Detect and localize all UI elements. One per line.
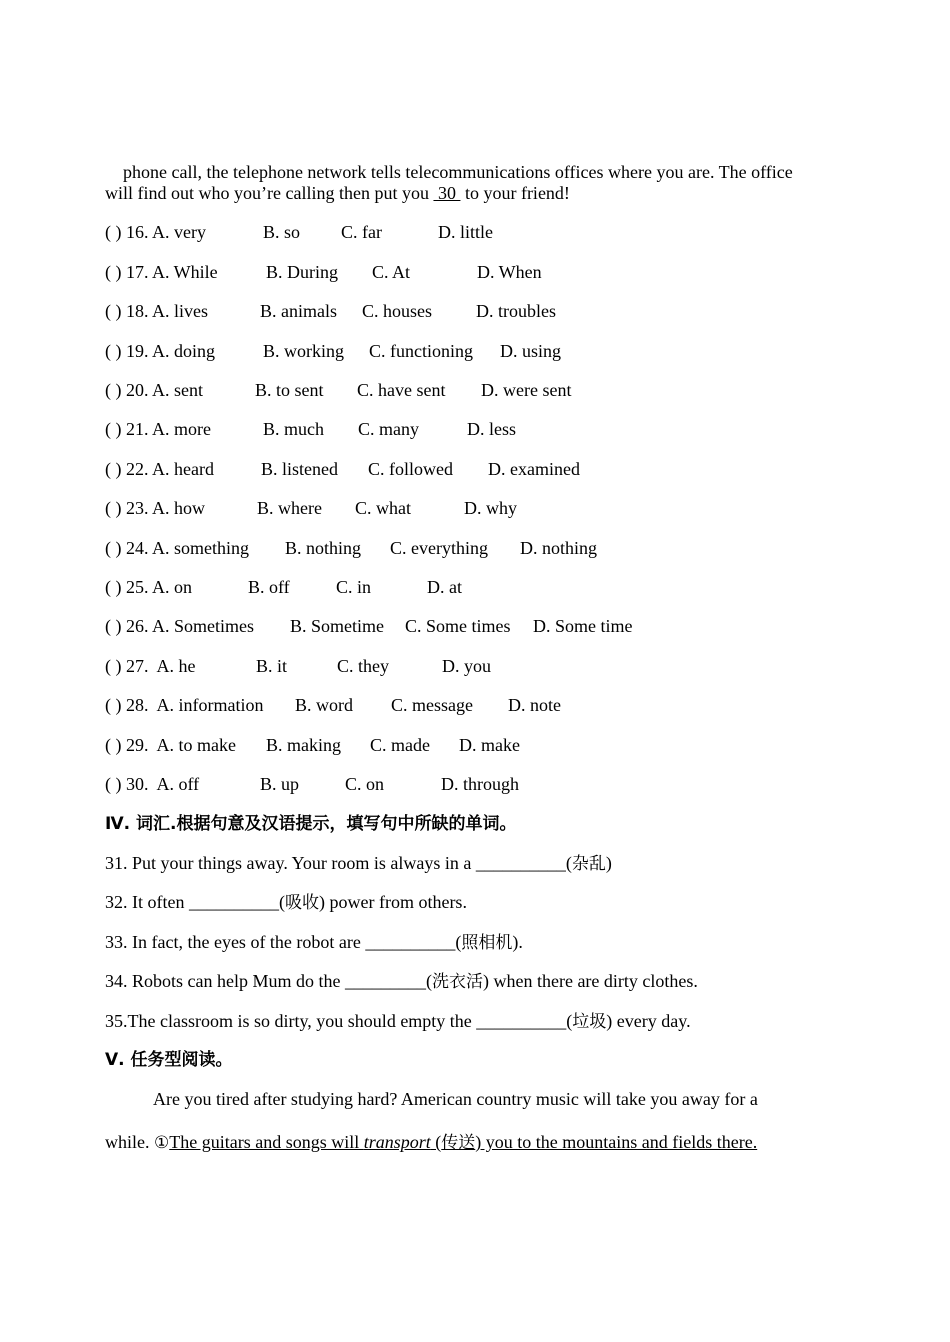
reading-text: ( (430, 1132, 442, 1152)
reading-para-line-2 (105, 1131, 757, 1154)
vocab-text: 33. In fact, the eyes of the robot are __________( (105, 932, 462, 952)
option-d: D. nothing (520, 538, 598, 558)
option-c: C. At (372, 262, 411, 282)
vocab-text: ). (512, 932, 523, 952)
question-number-option-a: ( ) 21. A. more (105, 419, 211, 439)
option-b: B. to sent (255, 380, 324, 400)
option-b: B. making (266, 735, 341, 755)
vocab-item-34 (105, 970, 698, 993)
section-4-heading: Ⅳ. 词汇.根据句意及汉语提示，填写句中所缺的单词。 (105, 814, 517, 834)
vocab-item-35 (105, 1010, 691, 1033)
question-number-option-a: ( ) 24. A. something (105, 538, 249, 558)
question-number-option-a: ( ) 18. A. lives (105, 301, 208, 321)
question-number-option-a: ( ) 20. A. sent (105, 380, 203, 400)
option-b: B. nothing (285, 538, 362, 558)
option-d: D. less (467, 419, 516, 439)
vocab-text: ) when there are dirty clothes. (482, 971, 698, 991)
option-d: D. troubles (476, 301, 556, 321)
option-c: C. made (370, 735, 430, 755)
vocab-item-32 (105, 891, 467, 914)
reading-text: ) you to the mountains and fields there. (475, 1132, 758, 1152)
circled-number-1: ① (154, 1133, 170, 1153)
option-b: B. working (263, 341, 344, 361)
vocab-text: ) every day. (606, 1011, 691, 1031)
vocab-text: ) (605, 853, 612, 873)
option-b: B. it (256, 656, 288, 676)
option-c: C. in (336, 577, 372, 597)
option-c: C. everything (390, 538, 488, 558)
option-c: C. houses (362, 301, 433, 321)
option-b: B. much (263, 419, 324, 439)
option-b: B. Sometime (290, 616, 384, 636)
option-b: B. so (263, 222, 301, 242)
question-number-option-a: ( ) 19. A. doing (105, 341, 215, 361)
option-d: D. examined (488, 459, 580, 479)
underlined-sentence-1 (169, 1132, 757, 1152)
option-b: B. animals (260, 301, 337, 321)
vocab-hint: 吸收 (284, 893, 319, 913)
question-number-option-a: ( ) 23. A. how (105, 498, 205, 518)
option-c: C. functioning (369, 341, 473, 361)
option-b: B. where (257, 498, 322, 518)
option-d: D. Some time (533, 616, 633, 636)
italic-word: transport (363, 1132, 431, 1152)
vocab-item-33 (105, 931, 523, 954)
question-number-option-a: ( ) 17. A. While (105, 262, 218, 282)
option-c: C. they (337, 656, 389, 676)
option-b: B. word (295, 695, 353, 715)
option-d: D. were sent (481, 380, 572, 400)
option-d: D. note (508, 695, 561, 715)
passage-text: to your friend! (460, 183, 570, 203)
option-c: C. on (345, 774, 385, 794)
passage-line-2 (105, 182, 570, 204)
vocab-hint: 杂乱 (571, 854, 606, 874)
section-5-heading: Ⅴ. 任务型阅读。 (105, 1050, 233, 1070)
vocab-item-31 (105, 852, 612, 875)
question-number-option-a: ( ) 26. A. Sometimes (105, 616, 254, 636)
passage-text: will find out who you’re calling then put you (105, 183, 429, 203)
option-b: B. During (266, 262, 338, 282)
vocab-hint: 洗衣活 (431, 972, 483, 992)
question-number-option-a: ( ) 30. A. off (105, 774, 200, 794)
option-b: B. up (260, 774, 300, 794)
question-number-option-a: ( ) 16. A. very (105, 222, 206, 242)
option-d: D. using (500, 341, 562, 361)
vocab-hint: 照相机 (461, 933, 513, 953)
question-number-option-a: ( ) 29. A. to make (105, 735, 236, 755)
option-d: D. through (441, 774, 519, 794)
option-b: B. listened (261, 459, 338, 479)
vocab-text: 31. Put your things away. Your room is always in a __________( (105, 853, 572, 873)
question-number-option-a: ( ) 27. A. he (105, 656, 196, 676)
question-number-option-a: ( ) 25. A. on (105, 577, 192, 597)
vocab-text: 34. Robots can help Mum do the _________( (105, 971, 432, 991)
vocab-text: 35.The classroom is so dirty, you should empty the __________( (105, 1011, 573, 1031)
reading-para-line-1: Are you tired after studying hard? American country music will take you away for a (153, 1089, 758, 1109)
option-c: C. followed (368, 459, 453, 479)
option-c: C. Some times (405, 616, 511, 636)
option-c: C. far (341, 222, 382, 242)
blank-30: 30 (433, 183, 461, 203)
vocab-text: ) power from others. (318, 892, 467, 912)
option-d: D. at (427, 577, 462, 597)
reading-text: while. (105, 1132, 154, 1152)
passage-text: phone call, the telephone network tells telecommunications offices where you are. The office (123, 162, 793, 182)
option-c: C. many (358, 419, 419, 439)
question-number-option-a: ( ) 28. A. information (105, 695, 264, 715)
option-d: D. why (464, 498, 517, 518)
vocab-hint: 垃圾 (572, 1012, 607, 1032)
reading-text: The guitars and songs will (169, 1132, 364, 1152)
question-number-option-a: ( ) 22. A. heard (105, 459, 214, 479)
option-c: C. have sent (357, 380, 446, 400)
option-d: D. little (438, 222, 493, 242)
vocab-text: 32. It often __________( (105, 892, 285, 912)
option-c: C. what (355, 498, 411, 518)
option-d: D. make (459, 735, 520, 755)
reading-hint: 传送 (441, 1133, 476, 1153)
option-b: B. off (248, 577, 290, 597)
option-d: D. you (442, 656, 491, 676)
option-c: C. message (391, 695, 473, 715)
option-d: D. When (477, 262, 542, 282)
